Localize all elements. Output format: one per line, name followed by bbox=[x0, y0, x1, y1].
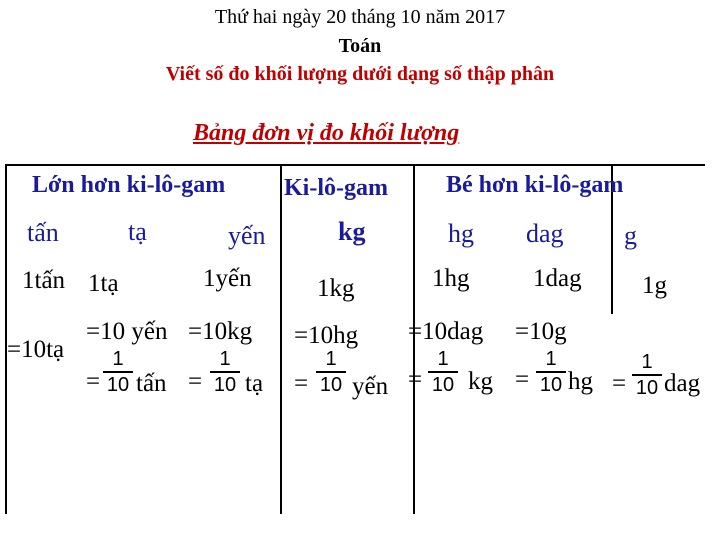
fraction-yen bbox=[210, 349, 240, 395]
fraction-eq-kg: = bbox=[294, 370, 309, 397]
unit-kg: kg bbox=[338, 217, 366, 246]
group-header-base: Ki-lô-gam bbox=[284, 175, 388, 201]
fraction-denominator: 10 bbox=[319, 374, 343, 396]
equivalent-ton: =10tạ bbox=[7, 336, 65, 363]
fraction-numerator: 1 bbox=[437, 348, 449, 370]
fraction-bar bbox=[316, 371, 346, 373]
value-1-hg: 1hg bbox=[432, 265, 470, 292]
unit-ton: tấn bbox=[27, 218, 59, 247]
fraction-denominator: 10 bbox=[431, 374, 455, 396]
date-line: Thứ hai ngày 20 tháng 10 năm 2017 bbox=[214, 6, 506, 28]
fraction-unit-quintal: tấn bbox=[136, 370, 167, 397]
fraction-g bbox=[632, 352, 662, 398]
fraction-unit-g: dag bbox=[664, 370, 701, 397]
value-1-g: 1g bbox=[642, 272, 667, 299]
table-title: Bảng đơn vị đo khối lượng bbox=[193, 120, 460, 146]
fraction-eq-dag: = bbox=[515, 366, 530, 393]
unit-g: g bbox=[624, 221, 637, 250]
fraction-numerator: 1 bbox=[641, 351, 653, 373]
fraction-unit-dag: hg bbox=[568, 368, 593, 395]
fraction-numerator: 1 bbox=[219, 348, 231, 370]
fraction-eq-hg: = bbox=[408, 366, 423, 393]
equivalent-kg: =10hg bbox=[294, 322, 359, 349]
unit-hg: hg bbox=[448, 219, 474, 248]
equivalent-quintal: =10 yến bbox=[86, 318, 168, 345]
fraction-unit-hg: kg bbox=[468, 368, 493, 395]
fraction-bar bbox=[536, 371, 566, 373]
value-1-yen: 1yến bbox=[203, 265, 252, 292]
fraction-eq-g: = bbox=[612, 370, 627, 397]
fraction-numerator: 1 bbox=[325, 348, 337, 370]
fraction-denominator: 10 bbox=[106, 374, 130, 396]
fraction-quintal bbox=[103, 349, 133, 395]
lesson-title: Viết số đo khối lượng dưới dạng số thập phân bbox=[165, 63, 555, 85]
equivalent-hg: =10dag bbox=[408, 318, 484, 345]
fraction-bar bbox=[428, 371, 458, 373]
fraction-bar bbox=[632, 374, 662, 376]
value-1-quintal: 1tạ bbox=[88, 270, 119, 297]
unit-quintal: tạ bbox=[128, 217, 147, 246]
subject-title: Toán bbox=[338, 35, 382, 57]
equivalent-yen: =10kg bbox=[188, 318, 253, 345]
fraction-denominator: 10 bbox=[635, 377, 659, 399]
equivalent-dag: =10g bbox=[515, 318, 567, 345]
fraction-bar bbox=[210, 371, 240, 373]
fraction-denominator: 10 bbox=[539, 374, 563, 396]
fraction-dag bbox=[536, 349, 566, 395]
fraction-eq-yen: = bbox=[188, 368, 203, 395]
fraction-unit-yen: tạ bbox=[245, 370, 264, 397]
fraction-eq-quintal: = bbox=[86, 368, 101, 395]
value-1-ton: 1tấn bbox=[22, 267, 66, 294]
table-top-border bbox=[5, 164, 705, 166]
group-header-smaller: Bé hơn ki-lô-gam bbox=[446, 172, 624, 198]
group-header-larger: Lớn hơn ki-lô-gam bbox=[32, 172, 226, 198]
column-divider-yen-kg bbox=[280, 164, 282, 514]
fraction-numerator: 1 bbox=[545, 348, 557, 370]
unit-yen: yến bbox=[228, 221, 266, 250]
value-1-dag: 1dag bbox=[533, 265, 582, 292]
fraction-kg bbox=[316, 349, 346, 395]
value-1-kg: 1kg bbox=[317, 275, 355, 302]
fraction-unit-kg: yến bbox=[352, 373, 389, 400]
fraction-hg bbox=[428, 349, 458, 395]
fraction-denominator: 10 bbox=[213, 374, 237, 396]
unit-dag: dag bbox=[526, 219, 564, 248]
fraction-bar bbox=[103, 371, 133, 373]
fraction-numerator: 1 bbox=[112, 348, 124, 370]
